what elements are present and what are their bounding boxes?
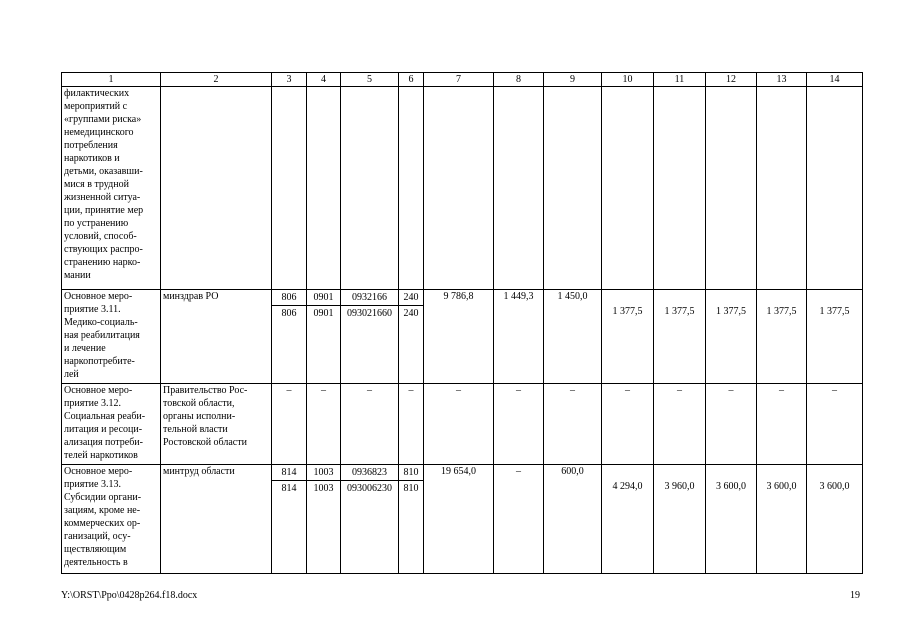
- grbs-code-cell: 814 814: [272, 465, 307, 574]
- header-cell: 9: [544, 73, 602, 87]
- value-cell: 600,0: [544, 465, 602, 574]
- empty-cell: [399, 87, 424, 290]
- value-cell: 3 960,0: [654, 465, 706, 574]
- dash-cell: –: [424, 384, 494, 465]
- executor-cell: Правительство Рос- товской области, органы исполни- тельной власти Ростовской области: [161, 384, 272, 465]
- measure-name-cell: Основное меро- приятие 3.11. Медико-социаль- ная реабилитация и лечение наркопотребите- лей: [62, 290, 161, 384]
- value-cell: 1 449,3: [494, 290, 544, 384]
- measure-name-cell: Основное меро- приятие 3.12. Социальная реаби- литация и ресоци- ализация потреби- телей наркотиков: [62, 384, 161, 465]
- executor-cell: минздрав РО: [161, 290, 272, 384]
- table-row: [62, 384, 863, 465]
- header-cell: 5: [341, 73, 399, 87]
- empty-cell: [654, 87, 706, 290]
- dash-cell: –: [399, 384, 424, 465]
- header-cell: 7: [424, 73, 494, 87]
- header-cell: 10: [602, 73, 654, 87]
- dash-cell: –: [341, 384, 399, 465]
- executor-cell: [161, 87, 272, 290]
- header-cell: 1: [62, 73, 161, 87]
- value-cell: 3 600,0: [706, 465, 757, 574]
- value-cell: 1 377,5: [807, 290, 863, 384]
- value-cell: 3 600,0: [807, 465, 863, 574]
- expense-type-cell: 240 240: [399, 290, 424, 384]
- value-cell: 1 450,0: [544, 290, 602, 384]
- header-row: [62, 73, 863, 87]
- empty-cell: [424, 87, 494, 290]
- table-row: [62, 465, 863, 574]
- header-cell: 3: [272, 73, 307, 87]
- empty-cell: [602, 87, 654, 290]
- dash-cell: –: [602, 384, 654, 465]
- target-article-cell: 0932166 093021660: [341, 290, 399, 384]
- empty-cell: [307, 87, 341, 290]
- empty-cell: [757, 87, 807, 290]
- grbs-code-cell: 806 806: [272, 290, 307, 384]
- footer-file-path: Y:\ORST\Ppo\0428p264.f18.docx: [61, 590, 198, 601]
- section-code-cell: 0901 0901: [307, 290, 341, 384]
- expense-type-cell: 810 810: [399, 465, 424, 574]
- table-row: [62, 87, 863, 290]
- empty-cell: [341, 87, 399, 290]
- header-cell: 14: [807, 73, 863, 87]
- header-cell: 8: [494, 73, 544, 87]
- data-table: [61, 72, 863, 574]
- dash-cell: –: [757, 384, 807, 465]
- header-cell: 4: [307, 73, 341, 87]
- header-cell: 6: [399, 73, 424, 87]
- measure-name-cell: филактических мероприятий с «группами риска» немедицинского потребления наркотиков и детьми, оказавши- мися в трудной жизненной ситуа- ции, принятие мер по устранению условий, способ- ствующих распро- странению нарко- мании: [62, 87, 161, 290]
- dash-cell: –: [706, 384, 757, 465]
- value-cell: –: [494, 465, 544, 574]
- page-number: 19: [850, 590, 860, 601]
- value-cell: 9 786,8: [424, 290, 494, 384]
- value-cell: 4 294,0: [602, 465, 654, 574]
- executor-cell: минтруд области: [161, 465, 272, 574]
- empty-cell: [272, 87, 307, 290]
- header-cell: 2: [161, 73, 272, 87]
- value-cell: 3 600,0: [757, 465, 807, 574]
- dash-cell: –: [494, 384, 544, 465]
- section-code-cell: 1003 1003: [307, 465, 341, 574]
- value-cell: 1 377,5: [757, 290, 807, 384]
- dash-cell: –: [654, 384, 706, 465]
- value-cell: 1 377,5: [602, 290, 654, 384]
- dash-cell: –: [272, 384, 307, 465]
- measure-name-cell: Основное меро- приятие 3.13. Субсидии органи- зациям, кроме не- коммерческих ор- ганизаций, осу- ществляющим деятельность в: [62, 465, 161, 574]
- target-article-cell: 0936823 093006230: [341, 465, 399, 574]
- table-row: [62, 290, 863, 384]
- value-cell: 1 377,5: [706, 290, 757, 384]
- dash-cell: –: [807, 384, 863, 465]
- header-cell: 12: [706, 73, 757, 87]
- empty-cell: [544, 87, 602, 290]
- dash-cell: –: [544, 384, 602, 465]
- empty-cell: [807, 87, 863, 290]
- value-cell: 19 654,0: [424, 465, 494, 574]
- dash-cell: –: [307, 384, 341, 465]
- header-cell: 11: [654, 73, 706, 87]
- value-cell: 1 377,5: [654, 290, 706, 384]
- empty-cell: [494, 87, 544, 290]
- header-cell: 13: [757, 73, 807, 87]
- empty-cell: [706, 87, 757, 290]
